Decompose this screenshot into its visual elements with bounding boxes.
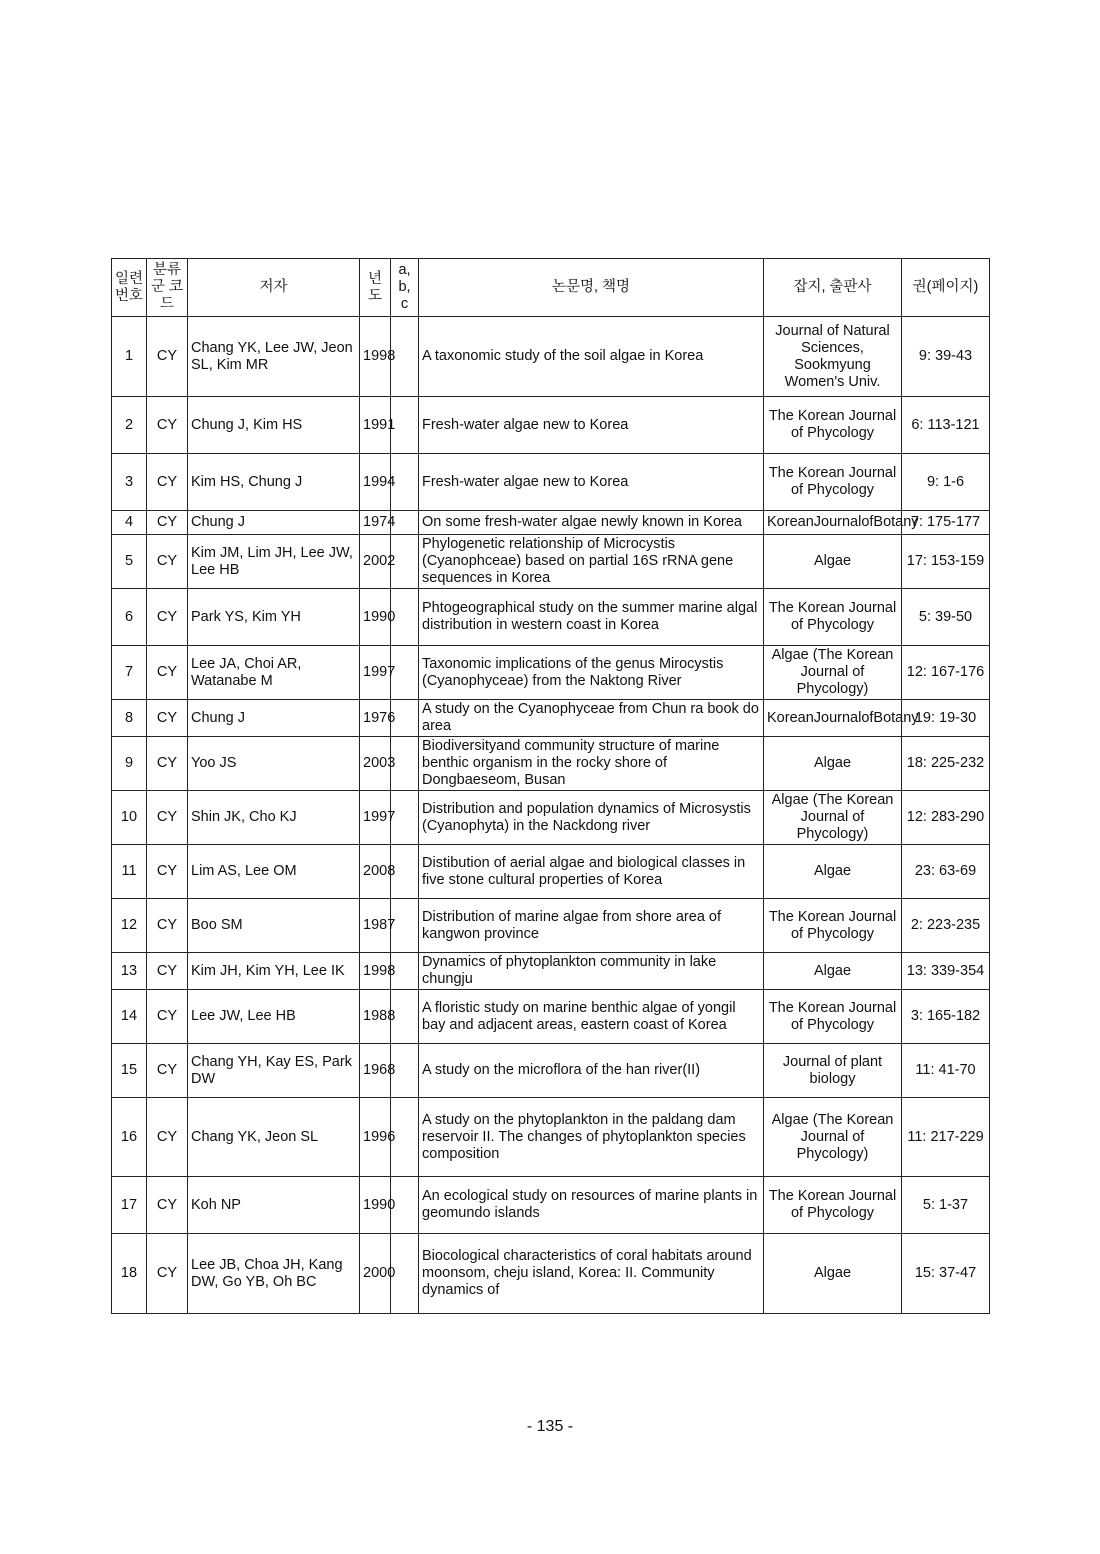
title-cell: Fresh-water algae new to Korea	[419, 454, 764, 511]
journal-cell: Algae (The Korean Journal of Phycology)	[764, 646, 902, 700]
taxon-code: CY	[147, 990, 188, 1044]
volume-pages-cell: 6: 113-121	[902, 397, 990, 454]
title-cell: Biocological characteristics of coral habitats around moonsom, cheju island, Korea: II. Community dynamics of	[419, 1234, 764, 1314]
year-cell: 2003	[360, 737, 391, 791]
table-row	[112, 646, 990, 700]
header-code: 분류군 코드	[147, 259, 188, 317]
volume-pages-cell: 12: 167-176	[902, 646, 990, 700]
taxon-code: CY	[147, 953, 188, 990]
table-row	[112, 397, 990, 454]
row-number: 15	[112, 1044, 147, 1098]
title-cell: On some fresh-water algae newly known in Korea	[419, 511, 764, 535]
author-cell: Chang YK, Lee JW, Jeon SL, Kim MR	[188, 317, 360, 397]
journal-cell: KoreanJournalofBotany	[764, 511, 902, 535]
year-cell: 1968	[360, 1044, 391, 1098]
row-number: 5	[112, 535, 147, 589]
title-cell: Distibution of aerial algae and biological classes in five stone cultural properties of Korea	[419, 845, 764, 899]
table-row	[112, 700, 990, 737]
page-number: - 135 -	[526, 1418, 574, 1435]
header-author: 저자	[188, 259, 360, 317]
journal-cell: The Korean Journal of Phycology	[764, 899, 902, 953]
title-cell: A study on the phytoplankton in the paldang dam reservoir II. The changes of phytoplankton species composition	[419, 1098, 764, 1177]
title-cell: A taxonomic study of the soil algae in Korea	[419, 317, 764, 397]
author-cell: Chang YK, Jeon SL	[188, 1098, 360, 1177]
journal-cell: Algae	[764, 737, 902, 791]
title-cell: Phtogeographical study on the summer marine algal distribution in western coast in Korea	[419, 589, 764, 646]
taxon-code: CY	[147, 845, 188, 899]
author-cell: Lee JB, Choa JH, Kang DW, Go YB, Oh BC	[188, 1234, 360, 1314]
author-cell: Boo SM	[188, 899, 360, 953]
row-number: 9	[112, 737, 147, 791]
table-row	[112, 990, 990, 1044]
year-cell: 2000	[360, 1234, 391, 1314]
row-number: 13	[112, 953, 147, 990]
author-cell: Koh NP	[188, 1177, 360, 1234]
author-cell: Lee JW, Lee HB	[188, 990, 360, 1044]
header-title: 논문명, 책명	[419, 259, 764, 317]
year-cell: 2008	[360, 845, 391, 899]
author-cell: Kim JM, Lim JH, Lee JW, Lee HB	[188, 535, 360, 589]
year-cell: 1996	[360, 1098, 391, 1177]
table-row	[112, 535, 990, 589]
journal-cell: The Korean Journal of Phycology	[764, 589, 902, 646]
volume-pages-cell: 7: 175-177	[902, 511, 990, 535]
title-cell: A study on the Cyanophyceae from Chun ra book do area	[419, 700, 764, 737]
row-number: 17	[112, 1177, 147, 1234]
row-number: 2	[112, 397, 147, 454]
title-cell: Distribution of marine algae from shore area of kangwon province	[419, 899, 764, 953]
taxon-code: CY	[147, 646, 188, 700]
author-cell: Kim JH, Kim YH, Lee IK	[188, 953, 360, 990]
journal-cell: Algae (The Korean Journal of Phycology)	[764, 791, 902, 845]
author-cell: Chung J	[188, 700, 360, 737]
taxon-code: CY	[147, 737, 188, 791]
header-journal: 잡지, 출판사	[764, 259, 902, 317]
table-row	[112, 1234, 990, 1314]
journal-cell: Algae (The Korean Journal of Phycology)	[764, 1098, 902, 1177]
author-cell: Lee JA, Choi AR, Watanabe M	[188, 646, 360, 700]
taxon-code: CY	[147, 700, 188, 737]
volume-pages-cell: 9: 39-43	[902, 317, 990, 397]
author-cell: Shin JK, Cho KJ	[188, 791, 360, 845]
reference-table	[111, 258, 990, 1314]
row-number: 18	[112, 1234, 147, 1314]
title-cell: Taxonomic implications of the genus Mirocystis (Cyanophyceae) from the Naktong River	[419, 646, 764, 700]
journal-cell: The Korean Journal of Phycology	[764, 397, 902, 454]
row-number: 12	[112, 899, 147, 953]
volume-pages-cell: 9: 1-6	[902, 454, 990, 511]
year-cell: 1990	[360, 1177, 391, 1234]
year-cell: 1998	[360, 953, 391, 990]
table-row	[112, 737, 990, 791]
header-no: 일련 번호	[112, 259, 147, 317]
author-cell: Kim HS, Chung J	[188, 454, 360, 511]
taxon-code: CY	[147, 791, 188, 845]
row-number: 16	[112, 1098, 147, 1177]
table-row	[112, 953, 990, 990]
volume-pages-cell: 11: 41-70	[902, 1044, 990, 1098]
table-row	[112, 454, 990, 511]
year-cell: 1990	[360, 589, 391, 646]
title-cell: Distribution and population dynamics of Microsystis (Cyanophyta) in the Nackdong river	[419, 791, 764, 845]
row-number: 3	[112, 454, 147, 511]
taxon-code: CY	[147, 1044, 188, 1098]
author-cell: Lim AS, Lee OM	[188, 845, 360, 899]
table-row	[112, 511, 990, 535]
volume-pages-cell: 23: 63-69	[902, 845, 990, 899]
volume-pages-cell: 2: 223-235	[902, 899, 990, 953]
table-row	[112, 1098, 990, 1177]
year-cell: 2002	[360, 535, 391, 589]
table-row	[112, 1177, 990, 1234]
row-number: 4	[112, 511, 147, 535]
volume-pages-cell: 11: 217-229	[902, 1098, 990, 1177]
row-number: 10	[112, 791, 147, 845]
author-cell: Chung J, Kim HS	[188, 397, 360, 454]
row-number: 6	[112, 589, 147, 646]
header-year: 년도	[360, 259, 391, 317]
taxon-code: CY	[147, 1234, 188, 1314]
year-cell: 1976	[360, 700, 391, 737]
row-number: 11	[112, 845, 147, 899]
author-cell: Chung J	[188, 511, 360, 535]
title-cell: Fresh-water algae new to Korea	[419, 397, 764, 454]
title-cell: A floristic study on marine benthic algae of yongil bay and adjacent areas, eastern coast of Korea	[419, 990, 764, 1044]
journal-cell: Algae	[764, 845, 902, 899]
header-row	[112, 259, 990, 317]
table-row	[112, 317, 990, 397]
journal-cell: The Korean Journal of Phycology	[764, 1177, 902, 1234]
title-cell: A study on the microflora of the han river(II)	[419, 1044, 764, 1098]
taxon-code: CY	[147, 397, 188, 454]
taxon-code: CY	[147, 899, 188, 953]
table-row	[112, 589, 990, 646]
year-cell: 1994	[360, 454, 391, 511]
journal-cell: Algae	[764, 535, 902, 589]
title-cell: Phylogenetic relationship of Microcystis (Cyanophceae) based on partial 16S rRNA gene sequences in Korea	[419, 535, 764, 589]
taxon-code: CY	[147, 535, 188, 589]
row-number: 14	[112, 990, 147, 1044]
volume-pages-cell: 12: 283-290	[902, 791, 990, 845]
journal-cell: KoreanJournalofBotany	[764, 700, 902, 737]
table-row	[112, 1044, 990, 1098]
journal-cell: Journal of plant biology	[764, 1044, 902, 1098]
year-cell: 1991	[360, 397, 391, 454]
row-number: 1	[112, 317, 147, 397]
row-number: 8	[112, 700, 147, 737]
table-row	[112, 791, 990, 845]
table-row	[112, 899, 990, 953]
volume-pages-cell: 5: 1-37	[902, 1177, 990, 1234]
volume-pages-cell: 3: 165-182	[902, 990, 990, 1044]
journal-cell: The Korean Journal of Phycology	[764, 454, 902, 511]
journal-cell: Algae	[764, 1234, 902, 1314]
title-cell: Dynamics of phytoplankton community in lake chungju	[419, 953, 764, 990]
row-number: 7	[112, 646, 147, 700]
volume-pages-cell: 5: 39-50	[902, 589, 990, 646]
year-cell: 1974	[360, 511, 391, 535]
volume-pages-cell: 15: 37-47	[902, 1234, 990, 1314]
year-cell: 1998	[360, 317, 391, 397]
taxon-code: CY	[147, 511, 188, 535]
table-row	[112, 845, 990, 899]
taxon-code: CY	[147, 1177, 188, 1234]
volume-pages-cell: 18: 225-232	[902, 737, 990, 791]
header-abc: a, b, c	[391, 259, 419, 317]
taxon-code: CY	[147, 317, 188, 397]
year-cell: 1997	[360, 791, 391, 845]
year-cell: 1988	[360, 990, 391, 1044]
volume-pages-cell: 13: 339-354	[902, 953, 990, 990]
taxon-code: CY	[147, 1098, 188, 1177]
title-cell: Biodiversityand community structure of marine benthic organism in the rocky shore of Dongbaeseom, Busan	[419, 737, 764, 791]
volume-pages-cell: 19: 19-30	[902, 700, 990, 737]
author-cell: Chang YH, Kay ES, Park DW	[188, 1044, 360, 1098]
year-cell: 1987	[360, 899, 391, 953]
journal-cell: Journal of Natural Sciences, Sookmyung Women's Univ.	[764, 317, 902, 397]
year-cell: 1997	[360, 646, 391, 700]
taxon-code: CY	[147, 454, 188, 511]
author-cell: Yoo JS	[188, 737, 360, 791]
title-cell: An ecological study on resources of marine plants in geomundo islands	[419, 1177, 764, 1234]
journal-cell: The Korean Journal of Phycology	[764, 990, 902, 1044]
header-volume: 권(페이지)	[902, 259, 990, 317]
journal-cell: Algae	[764, 953, 902, 990]
author-cell: Park YS, Kim YH	[188, 589, 360, 646]
volume-pages-cell: 17: 153-159	[902, 535, 990, 589]
taxon-code: CY	[147, 589, 188, 646]
